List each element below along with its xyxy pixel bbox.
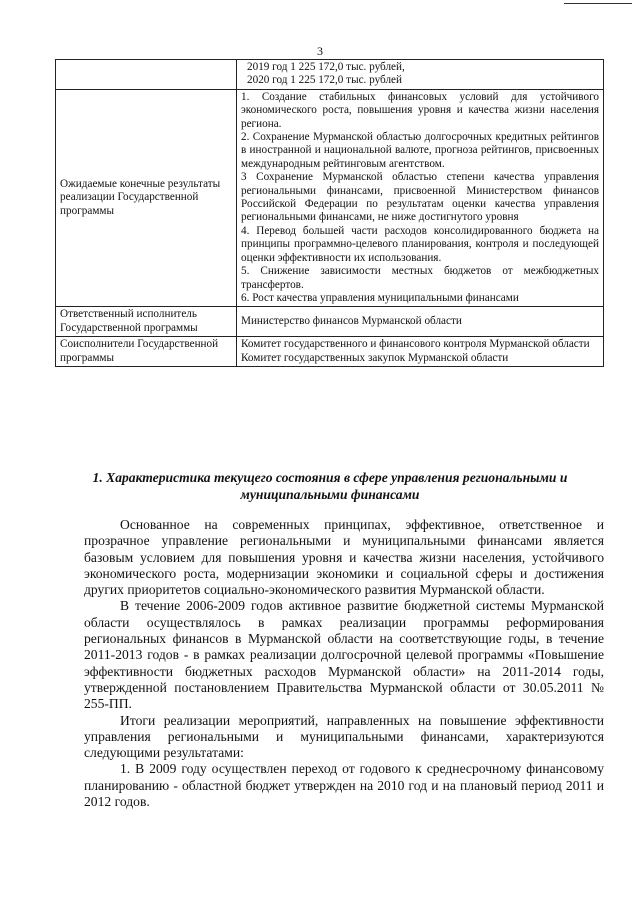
budget-value-cell: [237, 60, 604, 90]
program-passport-table: [55, 59, 604, 367]
table-row-budget: [56, 60, 604, 90]
result-item: 2. Сохранение Мурманской областью долгосрочных кредитных рейтингов в иностранной и национальной валюте, прогноза рейтингов, присвоенных международным рейтинговым агентством.: [241, 131, 599, 170]
result-item: 3 Сохранение Мурманской областью степени качества управления региональными финансами, присвоенной Министерством финансов Российской Федерации по результатам оценки качества управления региональными финансами, не ниже достигнутого уровня: [241, 171, 599, 224]
coexecutors-value-cell: [237, 337, 604, 367]
paragraph: 1. В 2009 году осуществлен переход от годового к среднесрочному финансовому планированию - областной бюджет утвержден на 2010 год и на плановый период 2011 и 2012 годов.: [84, 761, 604, 810]
coexecutors-label: Соисполнители Государственной программы: [56, 337, 237, 367]
paragraph: В течение 2006-2009 годов активное развитие бюджетной системы Мурманской области осуществлялось в рамках реализации программы реформирования региональных финансов в Мурманской области на соответствующие годы, в течение 2011-2013 годов - в рамках реализации долгосрочной целевой программы «Повышение эффективности бюджетных расходов Мурманской области» на 2011-2014 годы, утвержденной постановлением Правительства Мурманской области от 30.05.2011 № 255-ПП.: [84, 598, 604, 712]
table-row-results: [56, 89, 604, 307]
section-body: [84, 517, 604, 810]
table-row-executor: [56, 307, 604, 337]
result-item: 1. Создание стабильных финансовых условий для устойчивого экономического роста, повышения уровня и качества жизни населения региона.: [241, 90, 599, 130]
results-value-cell: [237, 89, 604, 307]
result-item: 5. Снижение зависимости местных бюджетов от межбюджетных трансфертов.: [241, 265, 599, 291]
result-item: 4. Перевод большей части расходов консолидированного бюджета на принципы программно-целевого планирования, контроля и последующей оценки эффективности их использования.: [241, 224, 599, 264]
executor-label: Ответственный исполнитель Государственной программы: [56, 307, 237, 337]
paragraph: Основанное на современных принципах, эффективное, ответственное и прозрачное управление региональными и муниципальными финансами является базовым условием для повышения уровня и качества жизни населения, устойчивого экономического роста, модернизации экономики и социальной сферы и достижения других приоритетов социально-экономического развития Мурманской области.: [84, 517, 604, 598]
paragraph: Итоги реализации мероприятий, направленных на повышение эффективности управления региональными и муниципальными финансами, характеризуются следующими результатами:: [84, 712, 604, 761]
budget-line: 2020 год 1 225 172,0 тыс. рублей: [247, 74, 402, 87]
corner-rule: [564, 3, 632, 4]
budget-line: 2019 год 1 225 172,0 тыс. рублей,: [247, 61, 405, 73]
results-label: Ожидаемые конечные результаты реализации Государственной программы: [56, 89, 237, 307]
section-title: 1. Характеристика текущего состояния в сфере управления региональными и муниципальными финансами: [92, 470, 568, 502]
page-number: 3: [317, 44, 323, 58]
coexecutor-item: Комитет государственных закупок Мурманской области: [241, 351, 509, 364]
executor-value: Министерство финансов Мурманской области: [237, 307, 604, 337]
coexecutor-item: Комитет государственного и финансового контроля Мурманской области: [241, 338, 590, 351]
table-row-coexecutors: [56, 337, 604, 367]
budget-label-cell: [56, 60, 237, 90]
result-item: 6. Рост качества управления муниципальными финансами: [241, 291, 519, 304]
